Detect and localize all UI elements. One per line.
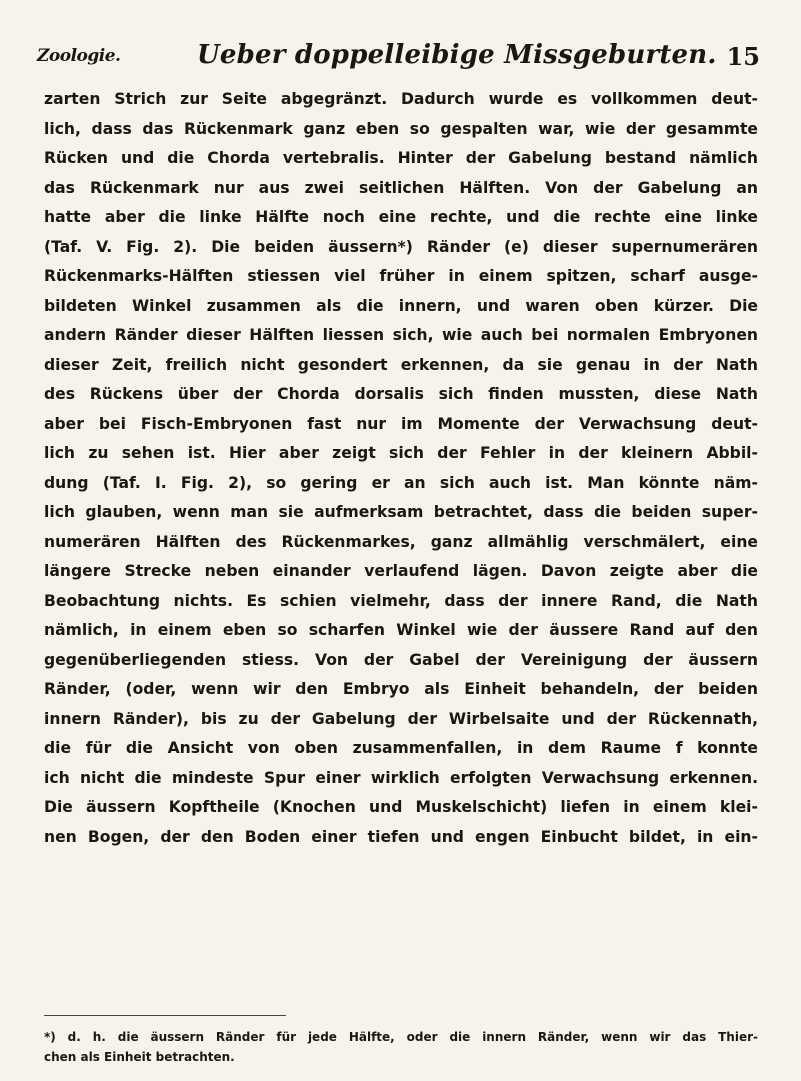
text-line: aber bei Fisch-Embryonen fast nur im Momente der Verwachsung deut- xyxy=(44,414,758,433)
text-line: nen Bogen, der den Boden einer tiefen und engen Einbucht bildet, in ein- xyxy=(44,827,758,846)
text-line: ich nicht die mindeste Spur einer wirklich erfolgten Verwachsung erkennen. xyxy=(44,768,758,787)
section-label: Zoologie. xyxy=(37,46,121,66)
text-line: Rücken und die Chorda vertebralis. Hinter der Gabelung bestand nämlich xyxy=(44,149,758,167)
text-line: lich glauben, wenn man sie aufmerksam betrachtet, dass die beiden super- xyxy=(44,503,758,521)
page-title: Ueber doppelleibige Missgeburten. xyxy=(197,40,717,70)
text-line: Beobachtung nichts. Es schien vielmehr, dass der innere Rand, die Nath xyxy=(44,591,758,610)
text-line: längere Strecke neben einander verlaufend lägen. Davon zeigte aber die xyxy=(44,562,758,580)
text-line: dung (Taf. I. Fig. 2), so gering er an sich auch ist. Man könnte näm- xyxy=(44,473,758,492)
running-head xyxy=(37,40,760,74)
text-line: lich zu sehen ist. Hier aber zeigt sich der Fehler in der kleinern Abbil- xyxy=(44,444,758,462)
text-line: numerären Hälften des Rückenmarkes, ganz allmählig verschmälert, eine xyxy=(44,532,758,551)
text-line: bildeten Winkel zusammen als die innern, und waren oben kürzer. Die xyxy=(44,296,758,315)
text-line: gegenüberliegenden stiess. Von der Gabel der Vereinigung der äussern xyxy=(44,650,758,669)
text-line: lich, dass das Rückenmark ganz eben so gespalten war, wie der gesammte xyxy=(44,119,758,138)
text-line: andern Ränder dieser Hälften liessen sich, wie auch bei normalen Embryonen xyxy=(44,326,758,344)
text-line: Die äussern Kopftheile (Knochen und Muskelschicht) liefen in einem klei- xyxy=(44,798,758,816)
text-line: zarten Strich zur Seite abgegränzt. Dadurch wurde es vollkommen deut- xyxy=(44,90,758,108)
text-line: innern Ränder), bis zu der Gabelung der Wirbelsaite und der Rückennath, xyxy=(44,709,758,728)
text-line: Rückenmarks-Hälften stiessen viel früher in einem spitzen, scharf ausge- xyxy=(44,267,758,285)
text-line: des Rückens über der Chorda dorsalis sich finden mussten, diese Nath xyxy=(44,385,758,403)
text-line: die für die Ansicht von oben zusammenfallen, in dem Raume f konnte xyxy=(44,739,758,757)
text-line: das Rückenmark nur aus zwei seitlichen Hälften. Von der Gabelung an xyxy=(44,178,758,197)
text-line: hatte aber die linke Hälfte noch eine rechte, und die rechte eine linke xyxy=(44,208,758,226)
footnote xyxy=(44,1027,758,1067)
page-number: 15 xyxy=(726,42,760,71)
text-line: (Taf. V. Fig. 2). Die beiden äussern*) Ränder (e) dieser supernumerären xyxy=(44,237,758,256)
text-line: nämlich, in einem eben so scharfen Winkel wie der äussere Rand auf den xyxy=(44,621,758,639)
body-text xyxy=(44,85,758,852)
footnote-line: *) d. h. die äussern Ränder für jede Hälfte, oder die innern Ränder, wenn wir das Thier- xyxy=(44,1030,758,1044)
footnote-line: chen als Einheit betrachten. xyxy=(44,1050,235,1064)
text-line: dieser Zeit, freilich nicht gesondert erkennen, da sie genau in der Nath xyxy=(44,355,758,374)
footnote-divider xyxy=(44,1015,286,1016)
text-line: Ränder, (oder, wenn wir den Embryo als Einheit behandeln, der beiden xyxy=(44,680,758,698)
